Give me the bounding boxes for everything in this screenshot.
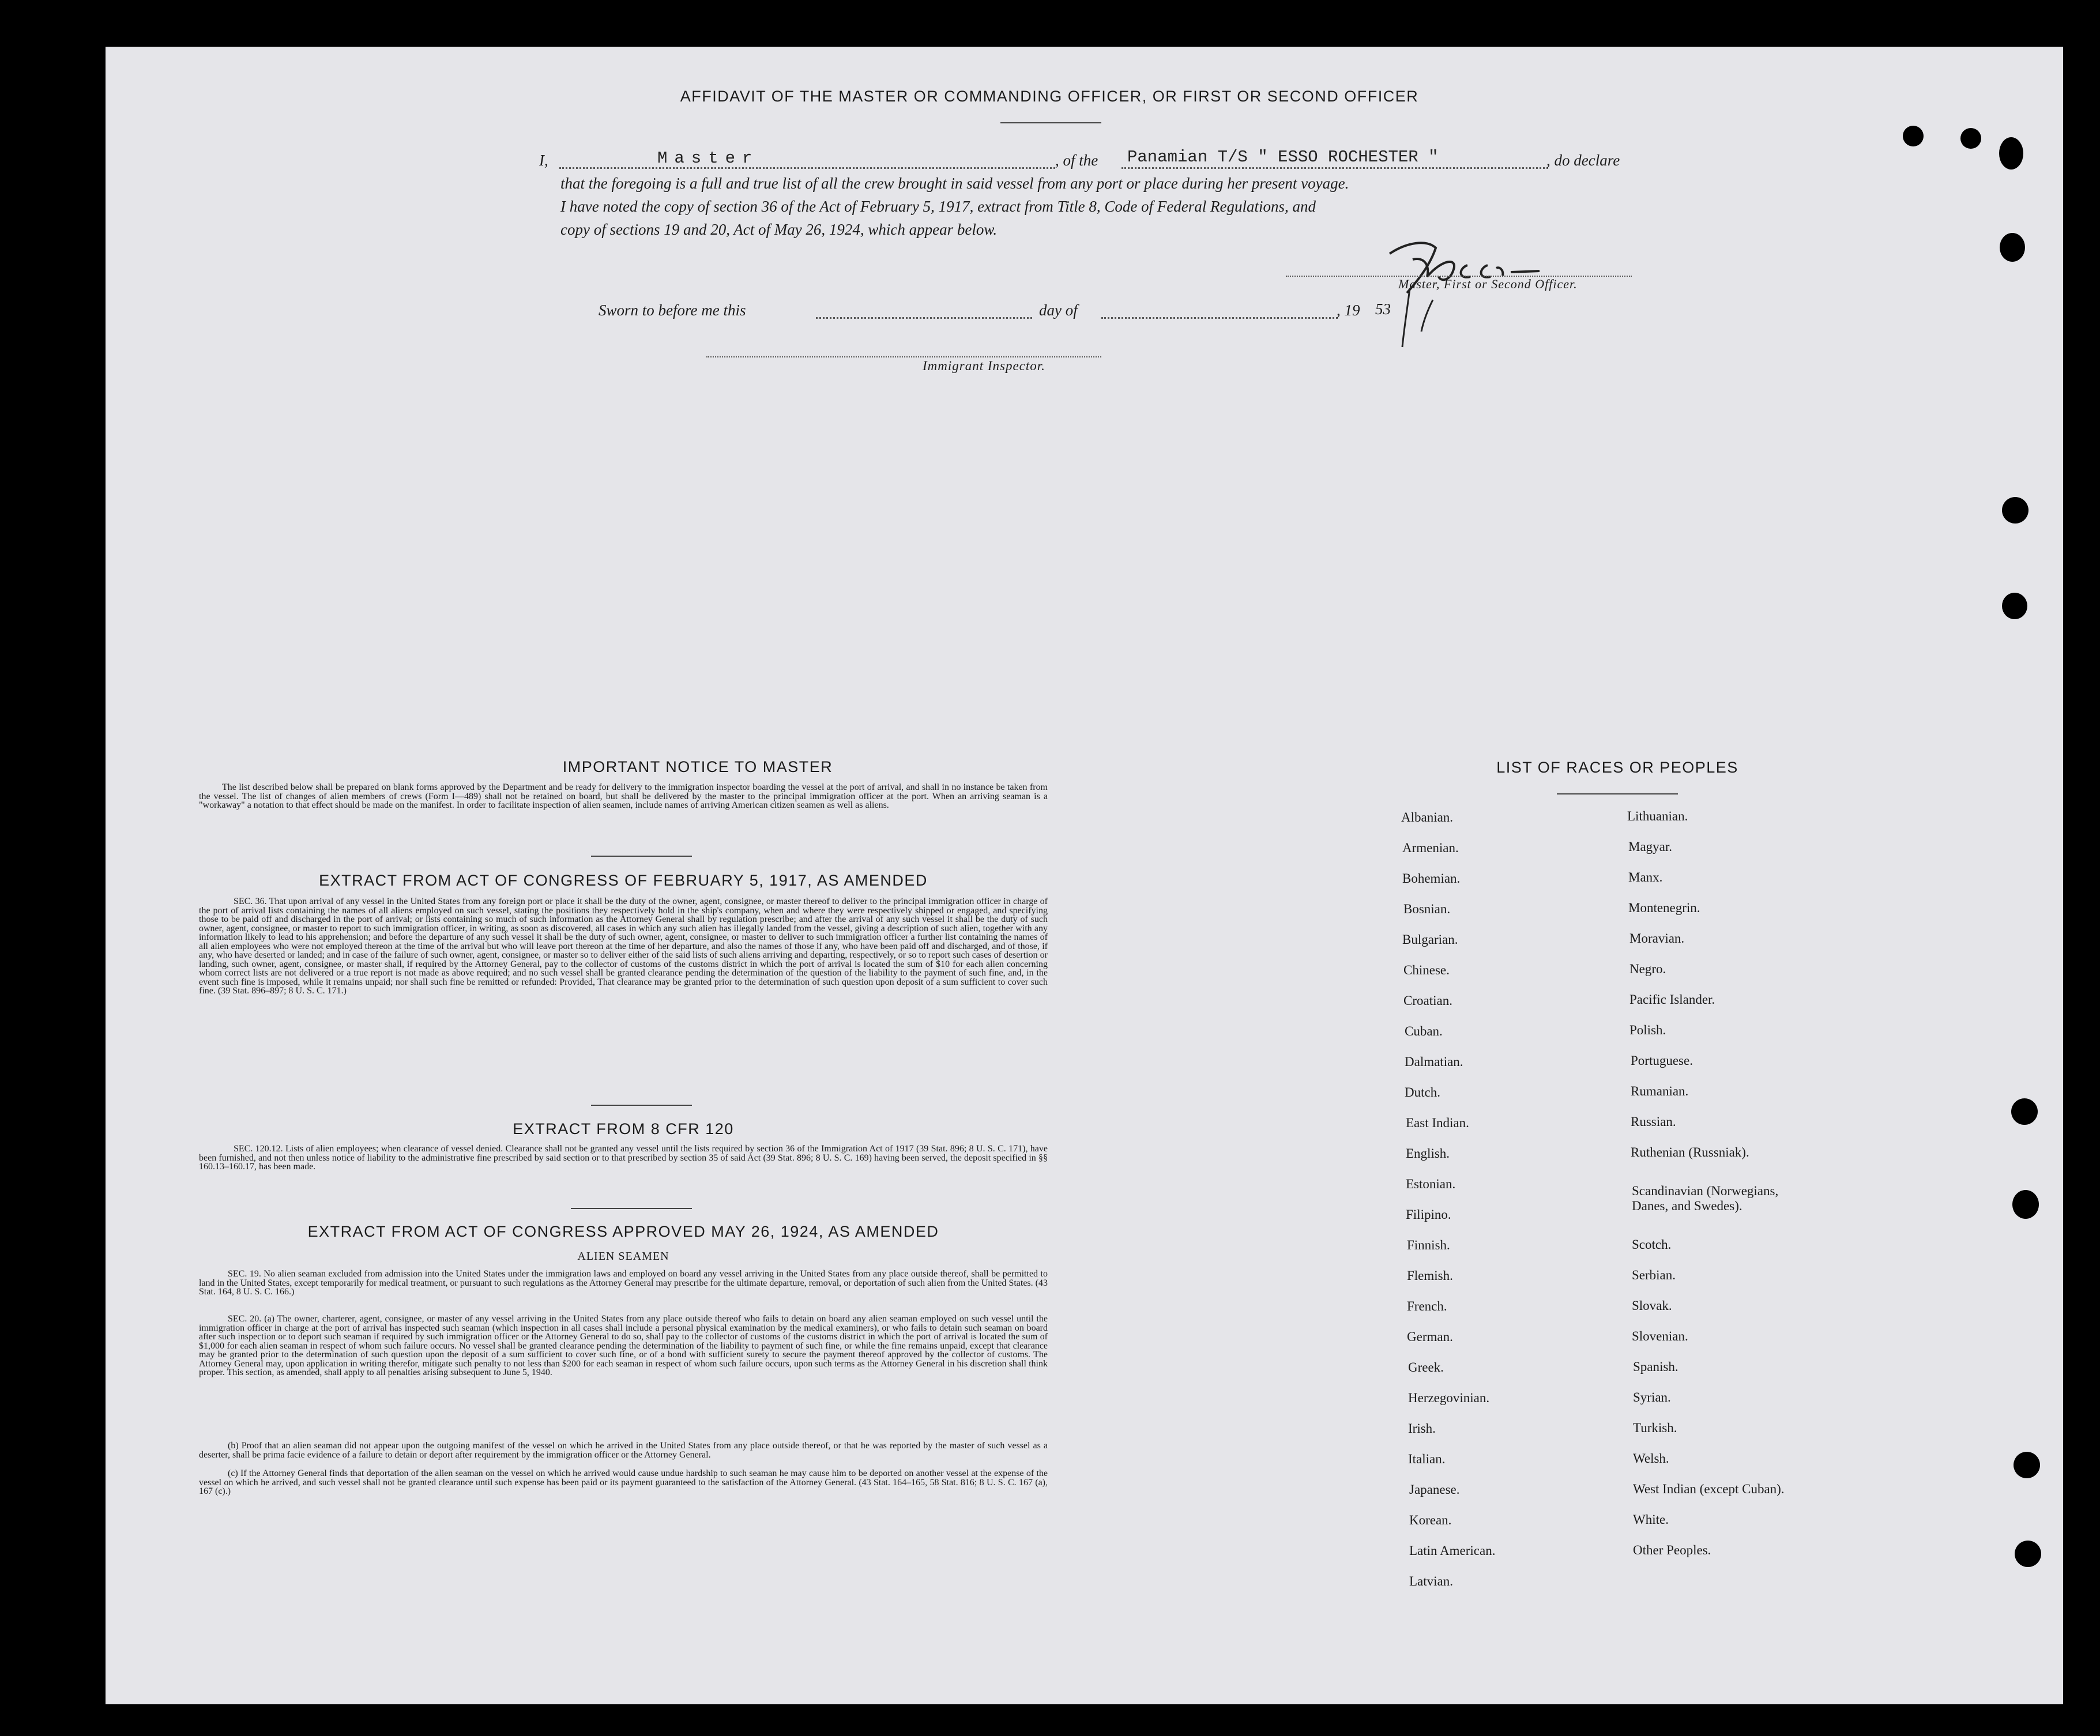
race-list-item: Scotch.: [1632, 1237, 1672, 1252]
master-name-line: [559, 151, 1055, 169]
race-list-item: Italian.: [1408, 1452, 1446, 1466]
affidavit-heading: AFFIDAVIT OF THE MASTER OR COMMANDING OFFICER, OR FIRST OR SECOND OFFICER: [680, 88, 1419, 105]
sworn-day-line[interactable]: [816, 302, 1032, 319]
race-list-item: Japanese.: [1409, 1482, 1460, 1497]
race-list-item: Finnish.: [1407, 1238, 1450, 1252]
affidavit-line-3: I have noted the copy of section 36 of the Act of February 5, 1917, extract from Title 8, Code of Federal Regulations, and: [560, 198, 1316, 215]
race-list-item: German.: [1407, 1330, 1453, 1344]
extract-cfr-heading: EXTRACT FROM 8 CFR 120: [513, 1120, 734, 1138]
affidavit-line-2: that the foregoing is a full and true list of all the crew brought in said vessel from any port or place during her present voyage.: [560, 175, 1349, 192]
race-list-item: Filipino.: [1406, 1207, 1451, 1222]
races-heading: LIST OF RACES OR PEOPLES: [1496, 759, 1738, 776]
race-list-item: Latvian.: [1409, 1574, 1453, 1588]
race-list-item: English.: [1406, 1146, 1450, 1161]
master-name-field[interactable]: Master: [657, 149, 759, 168]
race-list-item: Slovak.: [1632, 1298, 1672, 1313]
year-prefix: , 19: [1337, 302, 1360, 319]
races-divider: [1557, 793, 1678, 794]
punch-hole: [2002, 593, 2027, 619]
of-the-label: , of the: [1055, 152, 1098, 169]
extract-1924-heading: EXTRACT FROM ACT OF CONGRESS APPROVED MAY 26, 1924, AS AMENDED: [307, 1223, 939, 1240]
race-list-item: Welsh.: [1633, 1451, 1669, 1466]
punch-hole: [2011, 1098, 2038, 1125]
race-list-item: Chinese.: [1403, 963, 1450, 977]
race-list-item: Serbian.: [1632, 1268, 1676, 1282]
race-list-item: Turkish.: [1633, 1421, 1677, 1435]
declarant-lead-in: I,: [539, 152, 548, 169]
race-list-item: Armenian.: [1402, 841, 1459, 855]
inspector-signature-line: [706, 344, 1101, 357]
race-list-item: Moravian.: [1629, 931, 1685, 946]
sworn-prefix: Sworn to before me this: [599, 302, 746, 319]
race-list-item: Latin American.: [1409, 1543, 1496, 1558]
section-divider: [591, 856, 692, 857]
sworn-month-line[interactable]: [1101, 302, 1338, 319]
race-list-item: Greek.: [1408, 1360, 1444, 1375]
race-list-item: Irish.: [1408, 1421, 1436, 1436]
punch-hole: [2014, 1452, 2040, 1478]
race-list-item: Korean.: [1409, 1513, 1452, 1527]
race-list-item: Croatian.: [1403, 993, 1452, 1008]
punch-hole: [1960, 128, 1981, 149]
race-list-item: Lithuanian.: [1627, 809, 1688, 823]
heading-divider: [1000, 122, 1101, 123]
race-list-item: Scandinavian (Norwegians, Danes, and Swedes).: [1632, 1184, 1779, 1213]
race-list-item: West Indian (except Cuban).: [1633, 1482, 1785, 1496]
race-list-item: Cuban.: [1405, 1024, 1443, 1038]
inspector-caption: Immigrant Inspector.: [923, 359, 1045, 373]
race-list-item: Montenegrin.: [1628, 901, 1700, 915]
notice-heading: IMPORTANT NOTICE TO MASTER: [562, 758, 833, 775]
race-list-item: Slovenian.: [1632, 1329, 1688, 1343]
race-list-item: Flemish.: [1407, 1268, 1453, 1283]
extract-1917-body: SEC. 36. That upon arrival of any vessel in the United States from any foreign port or place it shall be the duty of the owner, agent, consignee, or master thereof to deliver to the principal immigration officer in charge of the port of arrival lists containing the names of all aliens employed on such vessel, stating the positions they respectively hold in the ship's company, when and where they were respectively shipped or engaged, and specifying those to be paid off and discharged in the port of arrival; or lists containing so much of such information as the Attorney General shall by regulation prescribe; and after the arrival of any such vessel it shall be the duty of such owner, agent, consignee, or master to report to such immigration officer, in writing, as soon as discovered, all cases in which any such alien has illegally landed from the vessel, giving a description of such alien, together with any information likely to lead to his apprehension; and before the departure of any such vessel it shall be the duty of such owner, agent, consignee, or master to deliver to such immigration officer a further list containing the names of all alien employees who were not employed thereon at the time of the arrival but who will leave port thereon at the time of her departure, and also the names of those if any, who have been paid off and discharged, and of those, if any, who have deserted or landed; and in case of the failure of such owner, agent, consignee, or master so to deliver either of the said lists of such aliens arriving and departing, respectively, or so to report such cases of desertion or landing, such owner, agent, consignee, or master shall, if required by the Attorney General, pay to the collector of customs of the customs district in which the port of arrival is located the sum of $10 for each alien concerning whom correct lists are not delivered or a true report is not made as above required; and no such vessel shall be granted clearance pending the determination of the question of the liability to the payment of such fine, and, in the event such fine is imposed, while it remains unpaid; nor shall such fine be remitted or refunded: Provided, That clearance may be granted prior to the determination of such question upon deposit of a sum sufficient to cover such fine. (39 Stat. 896–897; 8 U. S. C. 171.): [199, 897, 1048, 996]
race-list-item: Negro.: [1629, 962, 1666, 976]
race-list-item: Estonian.: [1406, 1177, 1456, 1191]
signature-caption: Master, First or Second Officer.: [1398, 277, 1578, 291]
notice-body: The list described below shall be prepared on blank forms approved by the Department and be ready for delivery to the immigration inspector boarding the vessel at the port of arrival, and shall in no instance be taken from the vessel. The list of changes of alien members of crews (Form I—489) shall not be retained on board, but shall be delivered by the master to the principal immigration officer at the port. When an arriving seaman is a "workaway" a notation to that effect should be made on the manifest. In order to facilitate inspection of alien seamen, include names of arriving American citizen seamen as well as aliens.: [199, 782, 1048, 810]
race-list-item: Ruthenian (Russniak).: [1631, 1145, 1749, 1159]
race-list-item: Bosnian.: [1403, 902, 1451, 916]
punch-hole: [2002, 497, 2029, 524]
race-list-item: East Indian.: [1406, 1116, 1469, 1130]
race-list-item: French.: [1407, 1299, 1447, 1313]
extract-1917-heading: EXTRACT FROM ACT OF CONGRESS OF FEBRUARY 5, 1917, AS AMENDED: [319, 872, 928, 889]
section-divider: [571, 1208, 692, 1209]
race-list-item: Bohemian.: [1402, 871, 1461, 886]
race-list-item: White.: [1633, 1512, 1669, 1527]
race-list-item: Rumanian.: [1631, 1084, 1689, 1098]
race-list-item: Portuguese.: [1631, 1053, 1693, 1068]
extract-1924-subheading: ALIEN SEAMEN: [577, 1250, 669, 1263]
race-list-item: Spanish.: [1633, 1360, 1679, 1374]
punch-hole: [2012, 1190, 2039, 1219]
race-list-item: Bulgarian.: [1402, 932, 1458, 947]
race-list-item: Herzegovinian.: [1408, 1391, 1490, 1405]
race-list-item: Albanian.: [1401, 810, 1454, 824]
punch-hole: [1999, 137, 2023, 170]
extract-cfr-body: SEC. 120.12. Lists of alien employees; when clearance of vessel denied. Clearance shall not be granted any vessel until the lists required by section 36 of the Immigration Act of 1917 (39 Stat. 896; 8 U. S. C. 171), have been furnished, and not then unless notice of liability to the administrative fine prescribed by said section or to that prescribed by section 35 of said Act (39 Stat. 896; 8 U. S. C. 169) having been served, the deposit specified in §§ 160.13–160.17, has been made.: [199, 1144, 1048, 1172]
extract-1924-sec20c: (c) If the Attorney General finds that deportation of the alien seaman on the vessel on which he arrived would cause undue hardship to such seaman he may cause him to be deported on another vessel at the expense of the vessel on which he arrived, and such vessel shall not be granted clearance until such expense has been paid or its payment guaranteed to the satisfaction of the Attorney General. (43 Stat. 164–165, 58 Stat. 816; 8 U. S. C. 167 (a), 167 (c).): [199, 1468, 1048, 1496]
race-list-item: Other Peoples.: [1633, 1543, 1711, 1557]
race-list-item: Russian.: [1631, 1114, 1676, 1129]
punch-hole: [2015, 1541, 2041, 1567]
race-list-item: Polish.: [1629, 1023, 1666, 1037]
punch-hole: [1903, 126, 1924, 146]
race-list-item: Dutch.: [1405, 1085, 1440, 1099]
year-value[interactable]: 53: [1375, 300, 1391, 318]
race-list-item: Dalmatian.: [1405, 1055, 1463, 1069]
extract-1924-sec20a: SEC. 20. (a) The owner, charterer, agent, consignee, or master of any vessel arriving in the United States from any place outside thereof who fails to detain on board any alien seaman employed on such vessel until the immigration officer in charge at the port of arrival has inspected such seaman (which inspection in all cases shall include a personal physical examination by the medical examiners), or who fails to detain such seaman on board after such inspection or to deport such seaman if required by such immigration officer or the Attorney General to do so, shall pay to the collector of customs of the customs district in which the port of arrival is located the sum of $1,000 for each alien seaman in respect of whom such failure occurs. No vessel shall be granted clearance pending the determination of the liability to payment of such fine, or while the fine remains unpaid, except that clearance may be granted prior to the determination of such question upon the deposit of a sum sufficient to cover such fine, or of a bond with sufficient surety to secure the payment thereof approved by the collector of customs. The Attorney General may, upon application in writing therefor, mitigate such penalty to not less than $200 for each seaman in respect of whom such failure occurs, upon such terms as the Attorney General in his discretion shall think proper. This section, as amended, shall apply to all penalties arising subsequent to June 5, 1940.: [199, 1314, 1048, 1377]
extract-1924-sec19: SEC. 19. No alien seaman excluded from admission into the United States under the immigration laws and employed on board any vessel arriving in the United States from any place outside thereof, shall be permitted to land in the United States, except temporarily for medical treatment, or pursuant to such regulations as the Attorney General may prescribe for the ultimate departure, removal, or deportation of such alien from the United States. (43 Stat. 164, 8 U. S. C. 166.): [199, 1269, 1048, 1297]
race-list-item: Syrian.: [1633, 1390, 1671, 1404]
race-list-item: Magyar.: [1628, 839, 1673, 854]
affidavit-line-4: copy of sections 19 and 20, Act of May 26, 1924, which appear below.: [560, 221, 998, 238]
day-of-label: day of: [1039, 302, 1078, 319]
vessel-name-field[interactable]: Panamian T/S " ESSO ROCHESTER ": [1127, 148, 1439, 167]
race-list-item: Manx.: [1628, 870, 1663, 884]
do-declare-label: , do declare: [1546, 152, 1620, 169]
punch-hole: [2000, 233, 2025, 262]
signature-line: [1286, 261, 1632, 277]
extract-1924-sec20b: (b) Proof that an alien seaman did not appear upon the outgoing manifest of the vessel on which he arrived in the United States from any place outside thereof, or that he was reported by the master of such vessel as a deserter, shall be prima facie evidence of a failure to detain or deport after requirement by the immigration officer or the Attorney General.: [199, 1441, 1048, 1460]
section-divider: [591, 1105, 692, 1106]
race-list-item: Pacific Islander.: [1629, 992, 1715, 1007]
